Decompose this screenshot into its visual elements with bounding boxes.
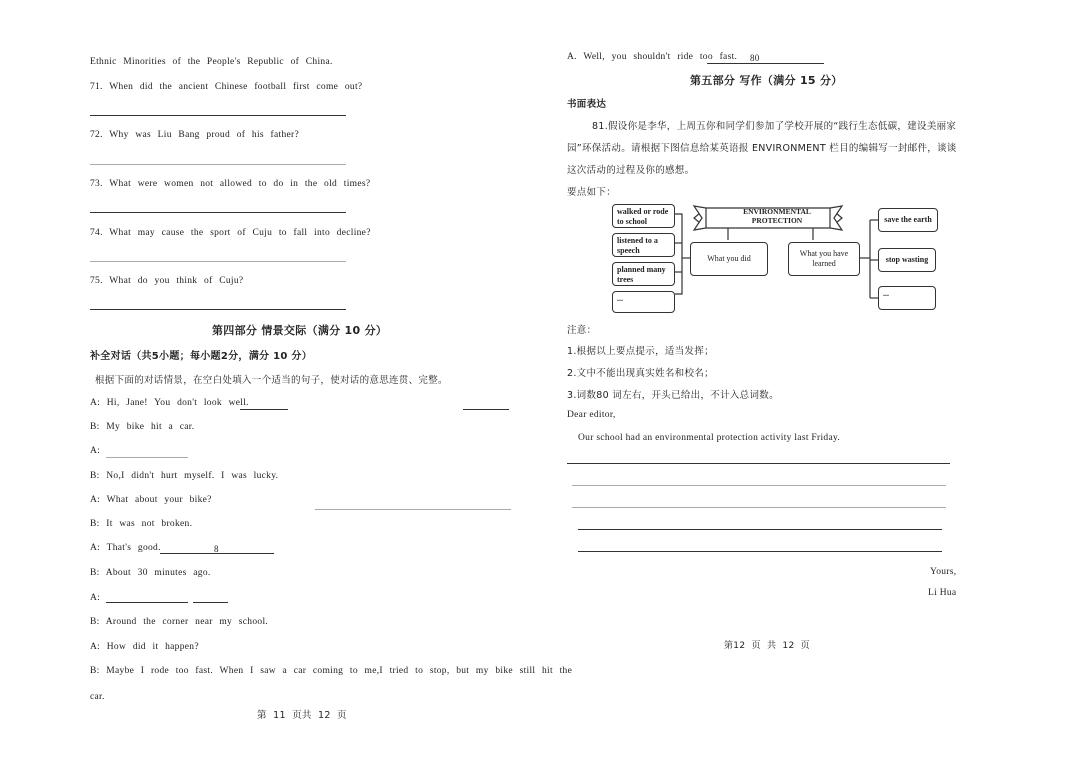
diagram-box-what-learned: What you have learned xyxy=(788,242,860,276)
section-5-title: 第五部分 写作（满分 15 分） xyxy=(690,74,843,87)
closing: Yours, xyxy=(930,567,957,577)
points-label: 要点如下： xyxy=(567,187,617,198)
diagram-box-planned: planned many trees xyxy=(612,262,675,286)
writing-line-4[interactable] xyxy=(578,529,942,530)
blank-76a[interactable] xyxy=(240,409,288,410)
answer-line-72[interactable] xyxy=(90,164,346,165)
blank-mark: 8 xyxy=(214,544,219,554)
note-3: 3.词数80 词左右，开头已给出，不计入总词数。 xyxy=(567,390,779,401)
blank-78[interactable] xyxy=(315,509,511,510)
section-4-subtitle: 补全对话（共5小题；每小题2分，满分 10 分） xyxy=(90,351,312,362)
section-4-title: 第四部分 情景交际（满分 10 分） xyxy=(212,324,388,337)
writing-line-1[interactable] xyxy=(567,463,950,464)
prompt-line-1: 81.假设你是李华，上周五你和同学们参加了学校开展的“践行生态低碳，建设美丽家 xyxy=(592,121,957,132)
top-line: A. Well, you shouldn't ride too fast. xyxy=(567,52,738,62)
page-number-right: 第12 页 共 12 页 xyxy=(724,641,810,651)
answer-line-73[interactable] xyxy=(90,212,346,213)
diagram-box-more-left: ... xyxy=(612,291,675,313)
dialogue-line-1: A: Hi, Jane! You don't look well. xyxy=(90,398,249,408)
note-1: 1.根据以上要点提示，适当发挥； xyxy=(567,346,714,357)
opening-sentence: Our school had an environmental protection activity last Friday. xyxy=(578,433,841,443)
dialogue-line-6: B: It was not broken. xyxy=(90,519,193,529)
blank-77[interactable] xyxy=(106,457,188,458)
dialogue-line-11: A: How did it happen? xyxy=(90,642,199,652)
dialogue-line-13: car. xyxy=(90,692,105,702)
diagram-box-save-earth: save the earth xyxy=(878,208,938,232)
dialogue-line-2: B: My bike hit a car. xyxy=(90,422,195,432)
dialogue-line-7: A: That's good. xyxy=(90,543,161,553)
blank-80b[interactable] xyxy=(193,602,228,603)
salutation: Dear editor, xyxy=(567,410,616,420)
dialogue-line-9: A: xyxy=(90,593,101,603)
diagram-box-what-you-did: What you did xyxy=(690,242,768,276)
answer-line-71[interactable] xyxy=(90,115,346,116)
diagram-box-walked: walked or rode to school xyxy=(612,204,675,228)
dialogue-line-8: B: About 30 minutes ago. xyxy=(90,568,211,578)
diagram-banner-title: ENVIRONMENTAL PROTECTION xyxy=(743,207,811,225)
writing-line-2[interactable] xyxy=(572,485,946,486)
signature: Li Hua xyxy=(928,588,957,598)
question-72: 72. Why was Liu Bang proud of his father? xyxy=(90,130,300,140)
notes-label: 注意： xyxy=(567,325,597,336)
dialogue-line-5: A: What about your bike? xyxy=(90,495,212,505)
note-2: 2.文中不能出现真实姓名和校名； xyxy=(567,368,714,379)
question-74: 74. What may cause the sport of Cuju to fall into decline? xyxy=(90,228,371,238)
dialogue-line-12: B: Maybe I rode too fast. When I saw a car coming to me,I tried to stop, but my bike still hit the xyxy=(90,666,573,676)
blank-80-answer[interactable] xyxy=(707,63,824,64)
blank-76b[interactable] xyxy=(463,409,509,410)
dialogue-line-4: B: No,I didn't hurt myself. I was lucky. xyxy=(90,471,279,481)
question-73: 73. What were women not allowed to do in the old times? xyxy=(90,179,371,189)
blank-80a[interactable] xyxy=(106,602,188,603)
writing-subheading: 书面表达 xyxy=(567,99,607,110)
prompt-line-2: 园”环保活动。请根据下图信息给某英语报 ENVIRONMENT 栏目的编辑写一封邮件，谈谈 xyxy=(567,143,957,154)
question-75: 75. What do you think of Cuju? xyxy=(90,276,244,286)
answer-line-75[interactable] xyxy=(90,309,346,310)
answer-line-74[interactable] xyxy=(90,261,346,262)
writing-line-5[interactable] xyxy=(578,551,942,552)
dialogue-line-3: A: xyxy=(90,446,101,456)
question-fragment: Ethnic Minorities of the People's Republic of China. xyxy=(90,57,333,67)
diagram-box-stop-wasting: stop wasting xyxy=(878,248,936,272)
prompt-line-3: 这次活动的过程及你的感想。 xyxy=(567,165,695,176)
page-number-left: 第 11 页共 12 页 xyxy=(257,710,347,721)
blank-80-number: 80 xyxy=(750,53,760,63)
writing-line-3[interactable] xyxy=(572,507,946,508)
question-71: 71. When did the ancient Chinese football first come out? xyxy=(90,82,363,92)
section-4-instruction: 根据下面的对话情景，在空白处填入一个适当的句子，使对话的意思连贯、完整。 xyxy=(95,375,448,386)
diagram-box-listened: listened to a speech xyxy=(612,233,675,257)
diagram-box-more-right: ... xyxy=(878,286,936,310)
dialogue-line-10: B: Around the corner near my school. xyxy=(90,617,269,627)
